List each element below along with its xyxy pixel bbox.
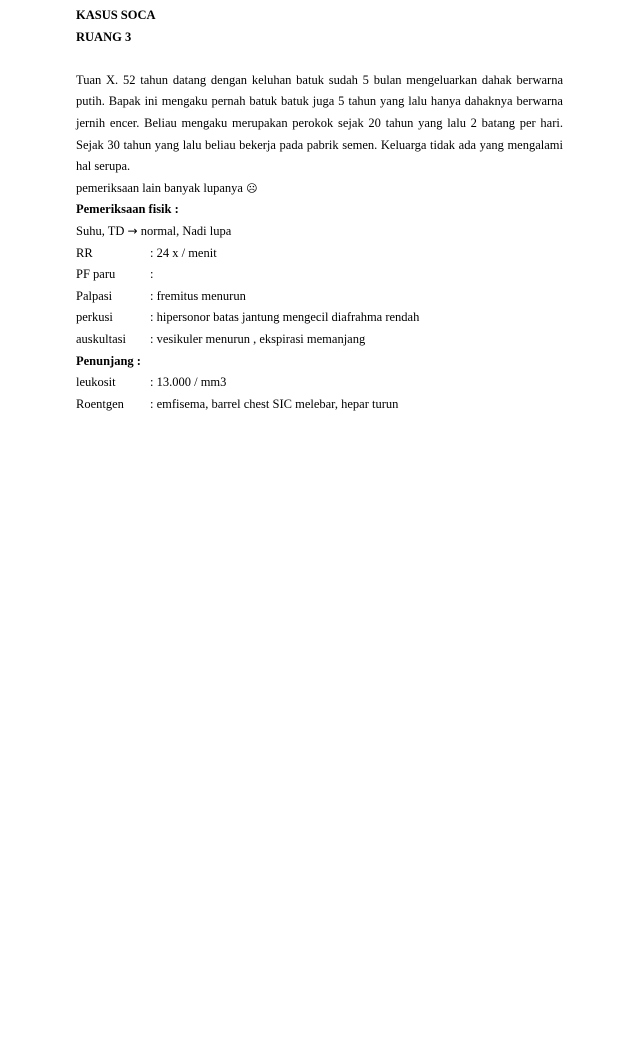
support-row-roentgen: [76, 394, 563, 416]
right-arrow-icon: →: [127, 223, 138, 238]
exam-value: : hipersonor batas jantung mengecil diafrahma rendah: [150, 310, 420, 325]
exam-label: RR: [76, 245, 93, 260]
support-label: Roentgen: [76, 396, 124, 411]
exam-value: :: [150, 267, 154, 282]
exam-row-perkusi: [76, 307, 563, 329]
exam-row-auskultasi: [76, 329, 563, 351]
vitals-prefix: Suhu, TD: [76, 223, 128, 238]
spacer: [76, 48, 563, 70]
support-label: leukosit: [76, 375, 116, 390]
exam-row-pf-paru: [76, 264, 563, 286]
exam-label: auskultasi: [76, 331, 126, 346]
exam-value: : vesikuler menurun , ekspirasi memanjang: [150, 331, 366, 346]
frown-emoji-icon: ☹: [246, 181, 258, 195]
vitals-suffix: normal, Nadi lupa: [137, 223, 232, 238]
document-subtitle: RUANG 3: [76, 29, 132, 44]
exam-value: : fremitus menurun: [150, 288, 246, 303]
support-value: : 13.000 / mm3: [150, 375, 227, 390]
document-title: KASUS SOCA: [76, 8, 156, 22]
case-paragraph: Tuan X. 52 tahun datang dengan keluhan batuk sudah 5 bulan mengeluarkan dahak berwarna putih. Bapak ini mengaku pernah batuk batuk juga 5 tahun yang lalu hanya dahaknya berwarna jernih encer. Beliau mengaku merupakan perokok sejak 20 tahun yang lalu 2 batang per hari. Sejak 30 tahun yang lalu beliau bekerja pada pabrik semen. Keluarga tidak ada yang mengalami hal serupa.: [76, 72, 563, 174]
exam-label: Palpasi: [76, 288, 113, 303]
support-value: : emfisema, barrel chest SIC melebar, hepar turun: [150, 396, 399, 411]
exam-label: perkusi: [76, 310, 113, 325]
physical-exam-heading: Pemeriksaan fisik :: [76, 202, 179, 217]
support-row-leukosit: [76, 372, 563, 394]
exam-row-rr: [76, 243, 563, 265]
case-note: [76, 178, 563, 200]
exam-label: PF paru: [76, 267, 116, 282]
case-note-text: pemeriksaan lain banyak lupanya: [76, 180, 247, 195]
supporting-heading: Penunjang :: [76, 353, 141, 368]
vitals-line: [76, 221, 563, 243]
exam-value: : 24 x / menit: [150, 245, 217, 260]
exam-row-palpasi: [76, 286, 563, 308]
document-page: [76, 5, 563, 415]
